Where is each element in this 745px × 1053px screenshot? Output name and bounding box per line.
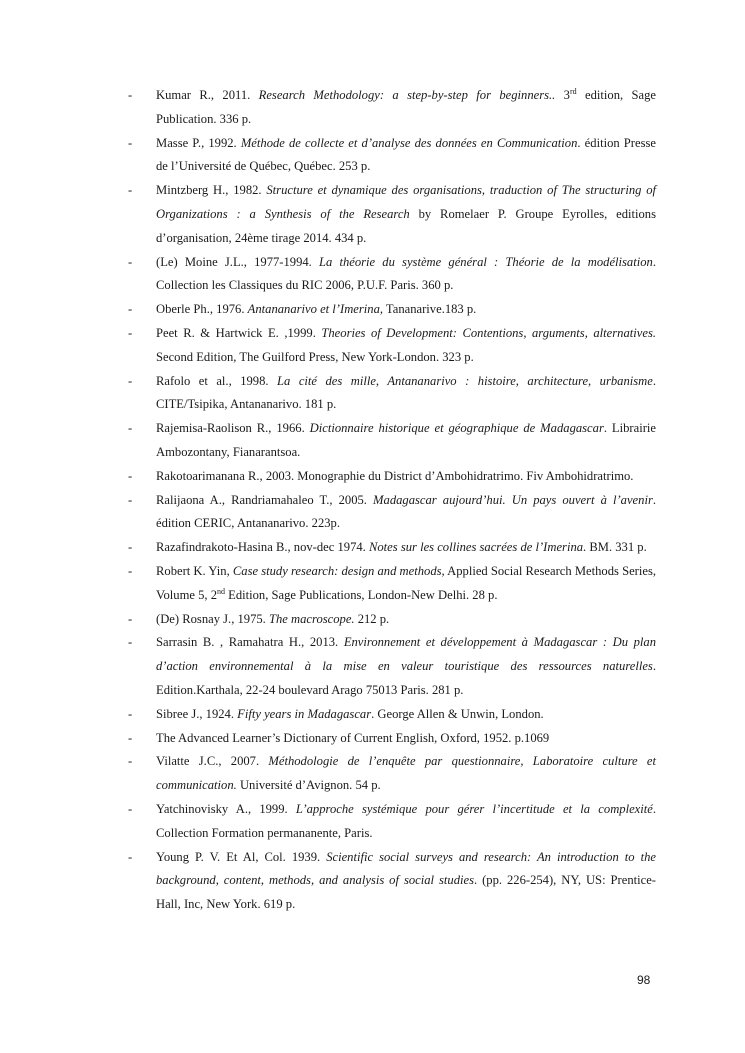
list-bullet: - <box>128 88 133 102</box>
reference-title: Méthodologie de l’enquête par questionnaire, Laboratoire culture et communication. <box>156 754 656 793</box>
list-bullet: - <box>128 302 133 317</box>
reference-text: (Le) Moine J.L., 1977-1994. <box>156 254 319 269</box>
reference-text: Sibree J., 1924. <box>156 706 238 721</box>
reference-text: Razafindrakoto-Hasina B., nov-dec 1974. <box>156 540 369 555</box>
reference-text: Tananarive.183 p. <box>383 302 477 317</box>
reference-item <box>124 251 656 299</box>
reference-title: Scientific social surveys and research: An introduction to the background, content, methods, and analysis of social studies <box>156 849 656 888</box>
reference-title: Research Methodology: a step-by-step for beginners.. <box>258 88 556 102</box>
reference-item <box>124 703 656 727</box>
reference-text: . Collection les Classiques du RIC 2006, P.U.F. Paris. 360 p. <box>156 254 656 293</box>
list-bullet: - <box>128 492 133 507</box>
list-bullet: - <box>128 563 133 578</box>
reference-text: . Collection Formation permananente, Paris. <box>156 801 657 840</box>
reference-text: Kumar R., 2011. <box>156 88 259 102</box>
reference-item <box>124 370 656 418</box>
reference-item <box>124 727 656 751</box>
reference-text: Vilatte J.C., 2007. <box>156 754 269 769</box>
list-bullet: - <box>128 540 133 555</box>
reference-text: Masse P., 1992. <box>156 135 241 150</box>
reference-item <box>124 536 656 560</box>
reference-item <box>124 417 656 465</box>
reference-text: Rajemisa-Raolison R., 1966. <box>156 421 310 436</box>
reference-title: Méthode de collecte et d’analyse des données en Communication <box>240 135 578 150</box>
list-bullet: - <box>128 183 133 198</box>
reference-text: Applied Social Research Methods Series, Volume 5, 2 <box>156 563 657 602</box>
reference-text: Rafolo et al., 1998. <box>156 373 278 388</box>
reference-title: L’approche systémique pour gérer l’incertitude et la complexité <box>295 801 653 816</box>
reference-item <box>124 465 656 489</box>
list-bullet: - <box>128 801 133 816</box>
reference-text: Rakotoarimanana R., 2003. Monographie du District d’Ambohidratrimo. Fiv Ambohidratrimo. <box>156 468 634 483</box>
reference-text: Peet R. & Hartwick E. ,1999. <box>156 325 322 340</box>
list-bullet: - <box>128 706 133 721</box>
reference-item <box>124 798 656 846</box>
reference-text: Yatchinovisky A., 1999. <box>156 801 296 816</box>
list-bullet: - <box>128 254 133 269</box>
reference-title: La cité des mille, Antananarivo : histoire, architecture, urbanisme <box>277 373 653 388</box>
reference-title: Case study research: design and methods, <box>232 563 445 578</box>
reference-item <box>124 560 656 608</box>
reference-text: . BM. 331 p. <box>583 540 647 555</box>
reference-text: . Librairie Ambozontany, Fianarantsoa. <box>156 421 656 459</box>
page-number: 98 <box>637 973 651 987</box>
reference-text: Second Edition, The Guilford Press, New York-London. 323 p. <box>156 349 474 364</box>
reference-title: Environnement et développement à Madagascar : Du plan d’action environnemental à la mise en valeur touristique des ressources naturelles <box>156 635 656 674</box>
reference-title: Notes sur les collines sacrées de l’Imerina <box>368 540 584 555</box>
list-bullet: - <box>128 325 133 340</box>
reference-text: . édition CERIC, Antananarivo. 223p. <box>156 492 657 531</box>
reference-text: (De) Rosnay J., 1975. <box>156 611 269 626</box>
reference-item <box>124 84 656 132</box>
reference-text: The Advanced Learner’s Dictionary of Current English, Oxford, 1952. p.1069 <box>156 730 550 745</box>
reference-item <box>124 132 656 180</box>
reference-text: . Edition.Karthala, 22-24 boulevard Arago 75013 Paris. 281 p. <box>156 659 656 697</box>
list-bullet: - <box>128 373 133 388</box>
reference-item <box>124 750 656 798</box>
reference-text: Mintzberg H., 1982. <box>156 183 267 198</box>
superscript: nd <box>217 586 225 596</box>
list-bullet: - <box>128 635 133 650</box>
reference-title: Madagascar aujourd’hui. Un pays ouvert à l’avenir <box>373 492 653 507</box>
reference-text: Young P. V. Et Al, Col. 1939. <box>156 849 327 864</box>
list-bullet: - <box>128 468 133 483</box>
reference-item <box>124 631 656 702</box>
reference-title: La théorie du système général : Théorie de la modélisation <box>318 254 653 269</box>
list-bullet: - <box>128 730 133 745</box>
reference-text: Edition, Sage Publications, London-New Delhi. 28 p. <box>225 587 498 602</box>
reference-text: 212 p. <box>354 611 390 626</box>
reference-title: Antananarivo et l’Imerina, <box>247 302 384 317</box>
reference-item <box>124 489 656 537</box>
reference-title: Structure et dynamique des organisations, traduction of The structuring of Organizations : a Synthesis of the Research <box>156 183 657 221</box>
reference-item <box>124 846 656 917</box>
superscript: rd <box>569 87 577 96</box>
list-bullet: - <box>128 849 133 864</box>
reference-item <box>124 608 656 632</box>
list-bullet: - <box>128 754 133 769</box>
reference-item <box>124 298 656 322</box>
reference-text: . (pp. 226-254), NY, US: Prentice-Hall, Inc, New York. 619 p. <box>156 873 656 912</box>
reference-text: Oberle Ph., 1976. <box>156 302 248 317</box>
reference-text: Sarrasin B. , Ramahatra H., 2013. <box>156 635 344 650</box>
reference-list <box>124 84 656 917</box>
reference-title: Fifty years in Madagascar <box>237 706 372 721</box>
reference-item <box>124 322 656 370</box>
reference-text: Ralijaona A., Randriamahaleo T., 2005. <box>156 492 374 507</box>
list-bullet: - <box>128 611 133 626</box>
reference-text: by Romelaer P. Groupe Eyrolles, editions d’organisation, 24ème tirage 2014. 434 p. <box>156 206 656 245</box>
reference-text: . CITE/Tsipika, Antananarivo. 181 p. <box>156 373 656 412</box>
list-bullet: - <box>128 421 133 436</box>
reference-item <box>124 179 656 250</box>
reference-title: Theories of Development: Contentions, arguments, alternatives. <box>321 325 656 340</box>
list-bullet: - <box>128 135 133 150</box>
reference-title: The macroscope. <box>268 611 355 626</box>
reference-text: . édition Presse de l’Université de Québec, Québec. 253 p. <box>156 135 656 174</box>
reference-title: Dictionnaire historique et géographique de Madagascar <box>309 421 604 436</box>
reference-text: 3 <box>555 88 570 102</box>
reference-text: . George Allen & Unwin, London. <box>371 706 544 721</box>
reference-text: Université d’Avignon. 54 p. <box>236 778 381 793</box>
reference-text: Robert K. Yin, <box>156 563 233 578</box>
reference-text: edition, Sage Publication. 336 p. <box>156 88 656 126</box>
